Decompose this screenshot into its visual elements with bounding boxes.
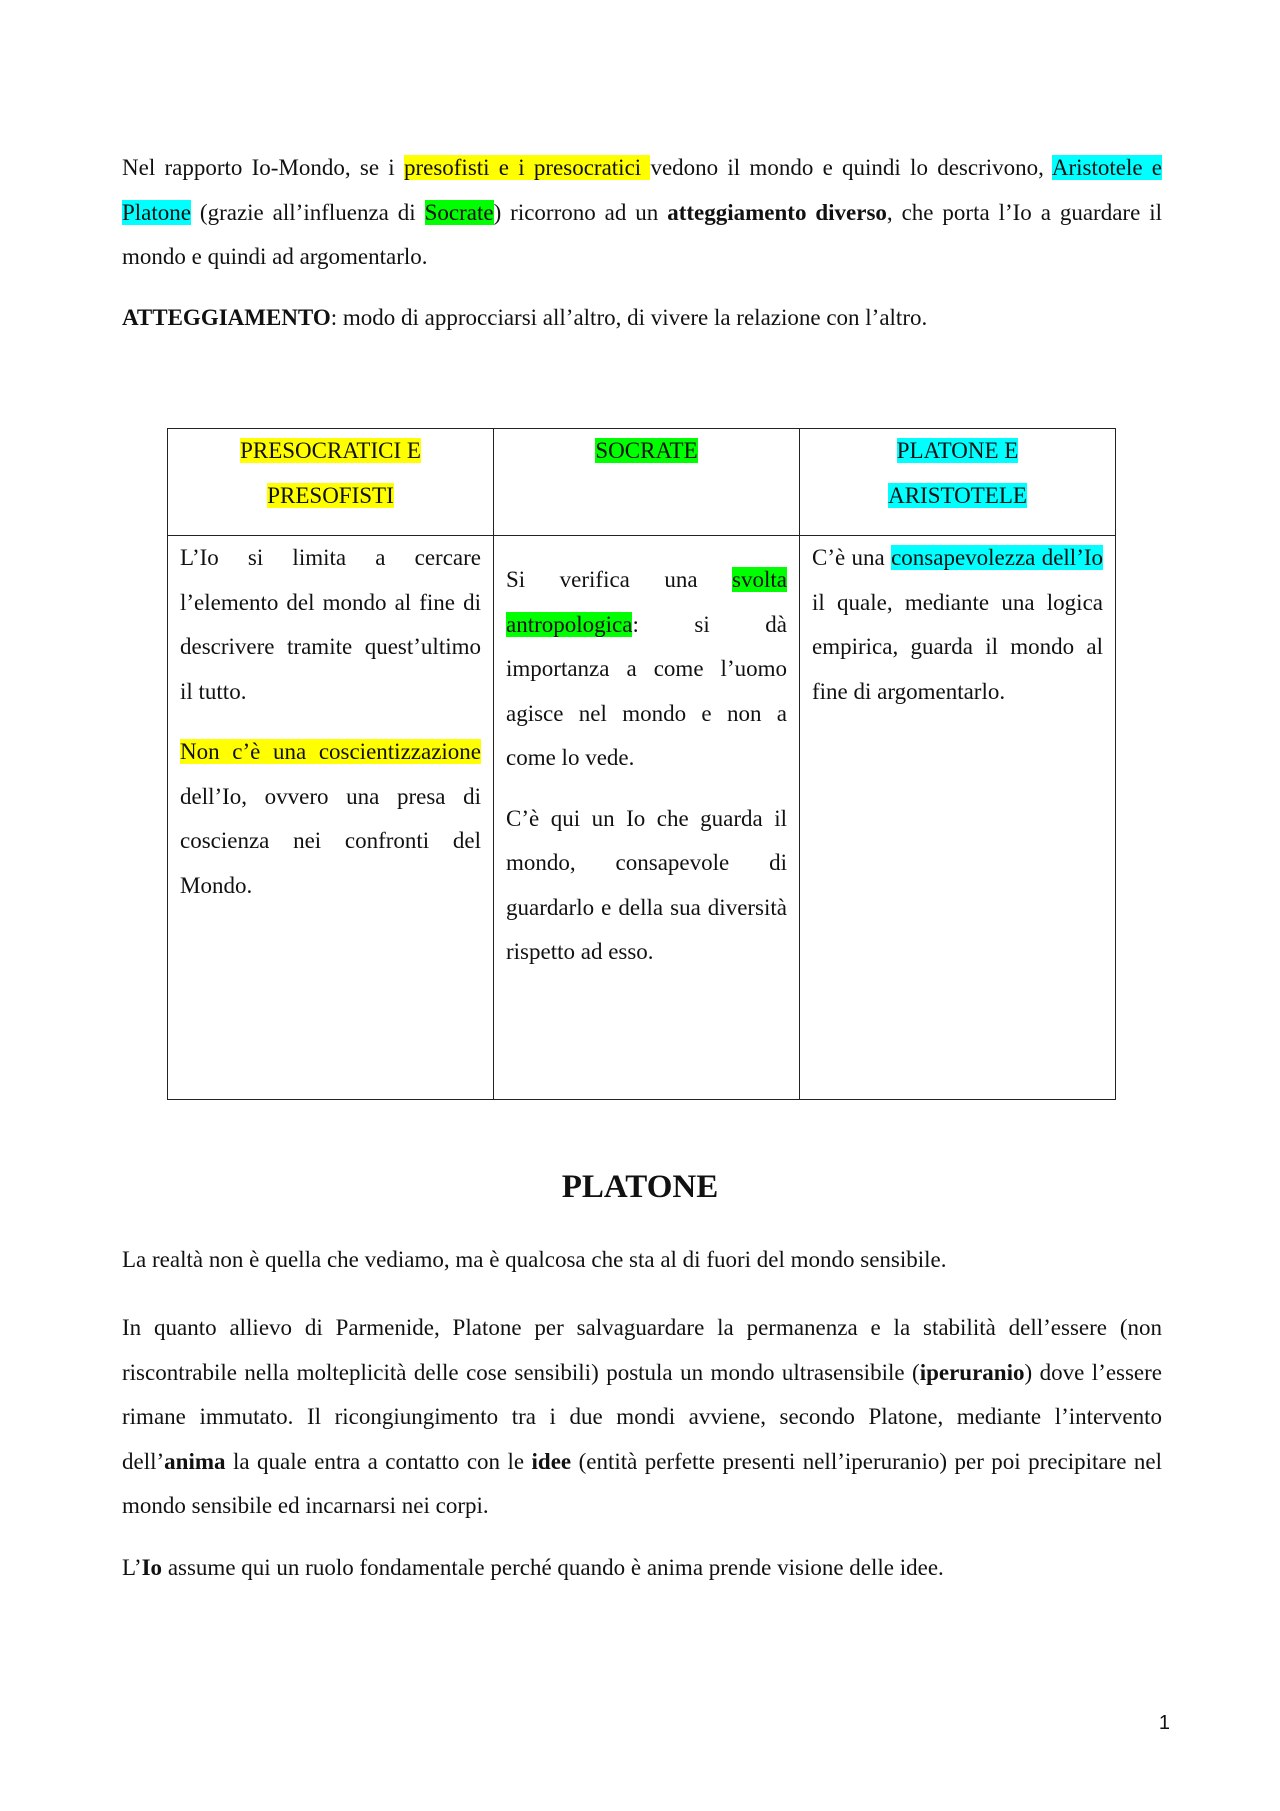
cell-col1-paragraph2 bbox=[180, 730, 481, 908]
highlight-presofisti: presofisti e i presocratici bbox=[403, 155, 651, 180]
cell-col3-paragraph1 bbox=[812, 536, 1103, 714]
bold-io: Io bbox=[141, 1555, 163, 1580]
platone-p2-text-e: (entità perfette presenti nell’iperuranio) per poi precipitare nel mondo sensibile ed incarnarsi nei corpi. bbox=[122, 1448, 1162, 1518]
bold-idee: idee bbox=[531, 1448, 572, 1474]
table-header-row bbox=[168, 429, 1116, 536]
cell-platone-aristotele bbox=[800, 536, 1116, 1100]
definition-text: : modo di approcciarsi all’altro, di vivere la relazione con l’altro. bbox=[330, 305, 928, 330]
highlight-coscientizzazione: Non c’è una coscientizzazione bbox=[180, 739, 481, 764]
intro-text-1: Nel rapporto Io-Mondo, se i bbox=[122, 155, 404, 180]
cell-col1-paragraph1: L’Io si limita a cercare l’elemento del mondo al fine di descrivere tramite quest’ultimo il tutto. bbox=[180, 545, 481, 704]
intro-paragraph bbox=[122, 146, 1162, 280]
header-col1-line1: PRESOCRATICI E bbox=[240, 438, 421, 463]
intro-text-4: ) ricorrono ad un bbox=[493, 199, 668, 225]
header-presocratici bbox=[168, 429, 494, 536]
intro-text-3: (grazie all’influenza di bbox=[191, 199, 425, 225]
cell-col2-paragraph1 bbox=[506, 558, 787, 781]
page-number: 1 bbox=[1158, 1712, 1170, 1734]
highlight-socrate: Socrate bbox=[424, 199, 494, 225]
intro-text-5: , che porta l’Io a guardare il mondo e quindi ad argomentarlo. bbox=[122, 199, 1162, 269]
table-body-row bbox=[168, 536, 1116, 1100]
highlight-aristotele-platone: Aristotele e Platone bbox=[122, 155, 1162, 225]
platone-p2-text-a: In quanto allievo di Parmenide, Platone per salvaguardare la permanenza e la stabilità dell’essere (non riscontrabile nella molteplicità delle cose sensibili) postula un mondo ultrasensibile ( bbox=[122, 1315, 1162, 1385]
cell-col1-paragraph2-rest: dell’Io, ovvero una presa di coscienza nei confronti del Mondo. bbox=[180, 783, 481, 898]
header-platone-aristotele bbox=[800, 429, 1116, 536]
bold-atteggiamento-diverso: atteggiamento diverso bbox=[667, 199, 887, 225]
cell-col3-text-b: il quale, mediante una logica empirica, guarda il mondo al fine di argomentarlo. bbox=[812, 589, 1103, 704]
highlight-consapevolezza: consapevolezza dell’Io bbox=[891, 545, 1104, 570]
platone-p2-text-c: ) dove l’essere rimane immutato. Il ricongiungimento tra i due mondi avviene, secondo Platone, mediante l’intervento dell’ bbox=[122, 1359, 1163, 1474]
cell-col3-text-a: C’è una bbox=[812, 545, 892, 570]
header-col3-line1: PLATONE E bbox=[896, 438, 1019, 463]
header-socrate bbox=[494, 429, 800, 536]
platone-paragraph-1: La realtà non è quella che vediamo, ma è qualcosa che sta al di fuori del mondo sensibile. bbox=[122, 1247, 947, 1272]
cell-socrate bbox=[494, 536, 800, 1100]
cell-col2-paragraph2: C’è qui un Io che guarda il mondo, consapevole di guardarlo e della sua diversità rispetto ad esso. bbox=[506, 805, 787, 964]
cell-col2-text-a: Si verifica una bbox=[506, 567, 733, 592]
platone-p2-text-d: la quale entra a contatto con le bbox=[225, 1448, 532, 1474]
header-col2: SOCRATE bbox=[595, 438, 698, 463]
platone-paragraph-2 bbox=[122, 1306, 1162, 1529]
header-col1-line2: PRESOFISTI bbox=[267, 482, 394, 508]
header-col3-line2: ARISTOTELE bbox=[888, 482, 1027, 508]
bold-anima: anima bbox=[164, 1448, 226, 1474]
intro-text-2: vedono il mondo e quindi lo descrivono, bbox=[650, 155, 1052, 180]
definition-term: ATTEGGIAMENTO bbox=[122, 305, 331, 330]
section-title: PLATONE bbox=[561, 1169, 719, 1205]
platone-p3-text-c: assume qui un ruolo fondamentale perché quando è anima prende visione delle idee. bbox=[162, 1555, 944, 1580]
bold-iperuranio: iperuranio bbox=[919, 1359, 1025, 1385]
cell-presocratici bbox=[168, 536, 494, 1100]
cell-col2-text-b: : si dà importanza a come l’uomo agisce nel mondo e non a come lo vede. bbox=[506, 611, 787, 770]
highlight-svolta-antropologica: svolta antropologica bbox=[506, 567, 787, 637]
platone-paragraph-3 bbox=[122, 1546, 1162, 1591]
definition-paragraph bbox=[122, 296, 1162, 341]
platone-p3-text-a: L’ bbox=[122, 1555, 142, 1580]
comparison-table bbox=[167, 428, 1116, 1100]
